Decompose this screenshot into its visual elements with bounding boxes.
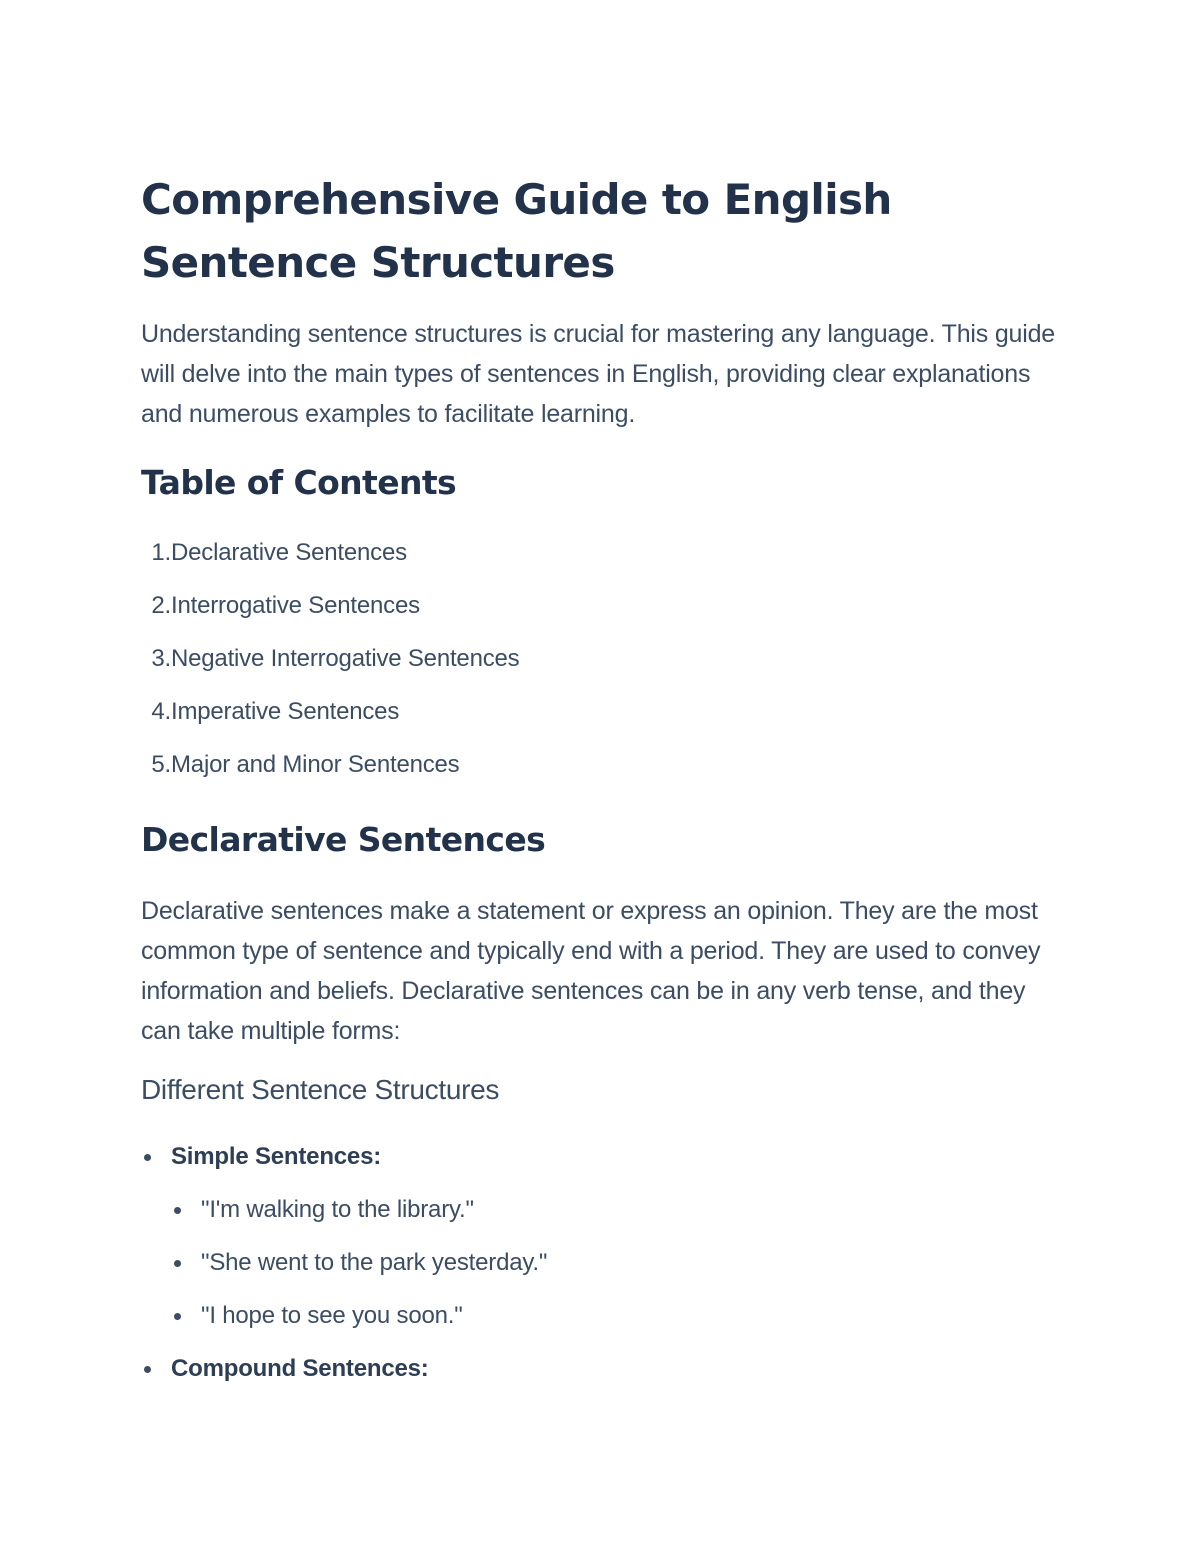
toc-item-number: 4. (151, 698, 171, 725)
bullet-icon (174, 1260, 181, 1267)
toc-heading: Table of Contents (141, 463, 457, 502)
toc-item-number: 5. (151, 751, 171, 778)
toc-item (141, 632, 1061, 685)
toc-list (141, 526, 1061, 791)
example-text: "I hope to see you soon." (201, 1302, 463, 1329)
title-line-2: Sentence Structures (141, 238, 615, 287)
toc-item-label: Declarative Sentences (171, 539, 407, 566)
toc-item (141, 685, 1061, 738)
intro-paragraph: Understanding sentence structures is crucial for mastering any language. This guide will delve into the main types of sentences in English, providing clear explanations and numerous examples to facilitate learning. (141, 320, 1056, 428)
example-text: "She went to the park yesterday." (201, 1249, 548, 1276)
toc-item-label: Interrogative Sentences (171, 592, 420, 619)
declarative-heading: Declarative Sentences (141, 820, 546, 859)
list-item (141, 1130, 1061, 1183)
title-line-1: Comprehensive Guide to English (141, 175, 892, 224)
toc-item-label: Major and Minor Sentences (171, 751, 460, 778)
toc-item (141, 738, 1061, 791)
simple-sentences-label: Simple Sentences: (171, 1143, 382, 1170)
compound-sentences-label: Compound Sentences: (171, 1355, 429, 1382)
bullet-icon (144, 1366, 151, 1373)
toc-item-number: 3. (151, 645, 171, 672)
list-item (141, 1183, 1061, 1236)
toc-item-number: 2. (151, 592, 171, 619)
bullet-icon (174, 1207, 181, 1214)
declarative-paragraph: Declarative sentences make a statement or express an opinion. They are the most common type of sentence and typically end with a period. They are used to convey information and beliefs. Declarative sentences can be in any verb tense, and they can take multiple forms: (141, 897, 1041, 1045)
document-title (141, 168, 1061, 294)
structures-list (141, 1130, 1061, 1395)
document-page (141, 168, 1061, 1395)
list-item (141, 1289, 1061, 1342)
toc-item-label: Negative Interrogative Sentences (171, 645, 520, 672)
structures-subheading: Different Sentence Structures (141, 1074, 500, 1105)
bullet-icon (174, 1313, 181, 1320)
list-item (141, 1342, 1061, 1395)
bullet-icon (144, 1154, 151, 1161)
toc-item (141, 579, 1061, 632)
example-text: "I'm walking to the library." (201, 1196, 474, 1223)
toc-item (141, 526, 1061, 579)
toc-item-number: 1. (151, 539, 171, 566)
toc-item-label: Imperative Sentences (171, 698, 400, 725)
list-item (141, 1236, 1061, 1289)
